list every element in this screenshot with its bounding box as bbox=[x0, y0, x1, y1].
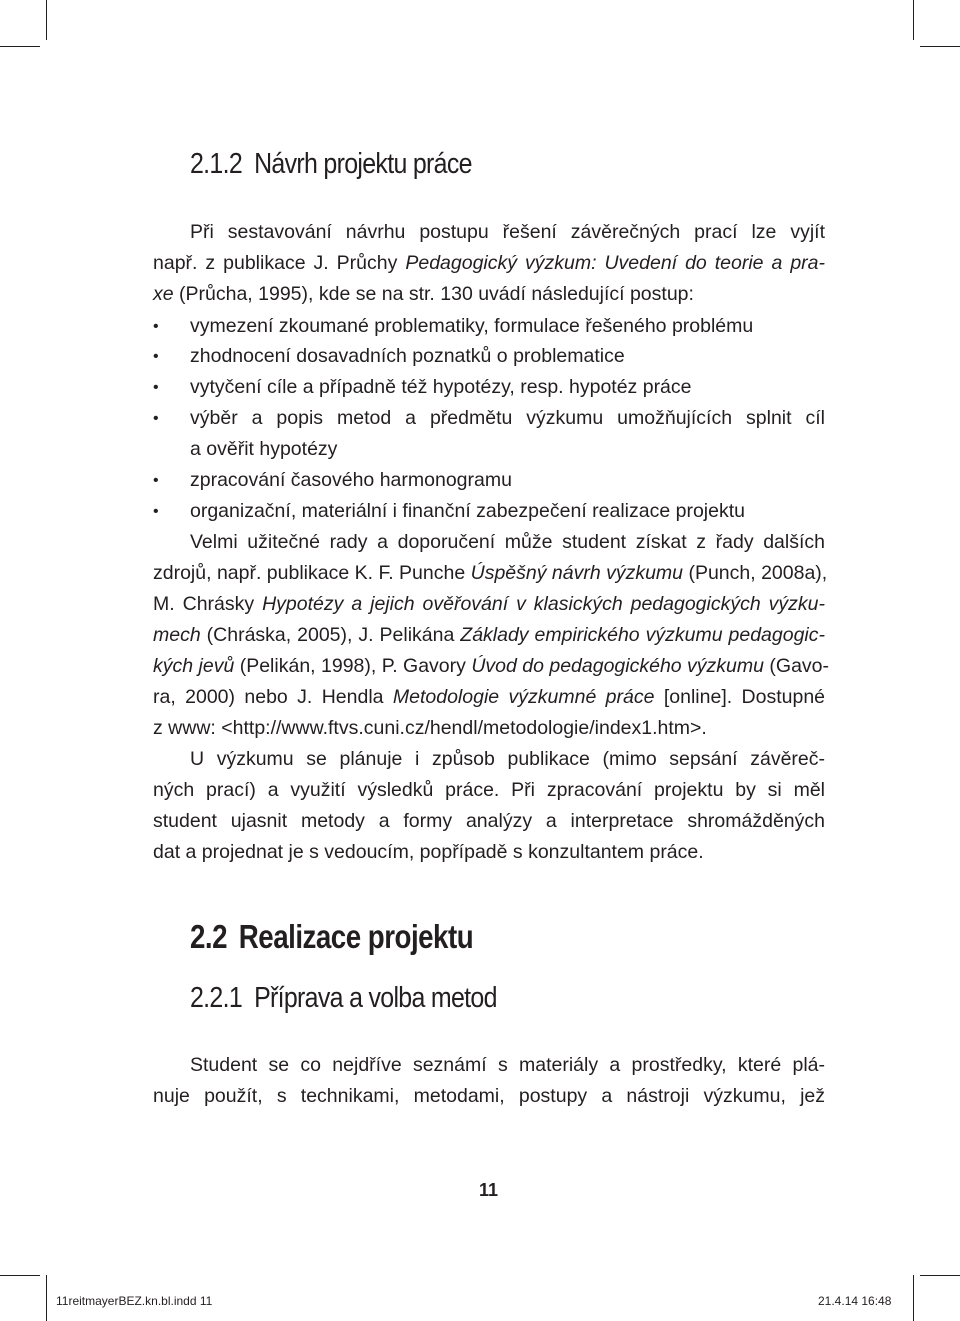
list-item: zhodnocení dosavadních poznatků o problematice bbox=[190, 345, 625, 367]
paragraph-line bbox=[153, 682, 825, 713]
paragraph-line bbox=[153, 620, 825, 651]
text-run: (Gavo- bbox=[764, 655, 830, 677]
paragraph-line: dat a projednat je s vedoucím, popřípadě s konzultantem práce. bbox=[153, 841, 704, 863]
book-title: xe bbox=[153, 283, 174, 305]
slug-datetime: 21.4.14 16:48 bbox=[818, 1294, 892, 1308]
paragraph-line: ných prací) a využití výsledků práce. Při zpracování projektu by si měl bbox=[153, 779, 825, 801]
section-title: Návrh projektu práce bbox=[254, 148, 472, 180]
text-run: (Pelikán, 1998), P. Gavory bbox=[234, 655, 472, 677]
text-run: [online]. Dostupné bbox=[654, 686, 826, 708]
paragraph-line bbox=[153, 651, 830, 682]
paragraph-line: U výzkumu se plánuje i způsob publikace (mimo sepsání závěreč- bbox=[190, 748, 825, 770]
section-number: 2.2 bbox=[190, 918, 228, 955]
paragraph-line bbox=[190, 527, 825, 558]
paragraph-line bbox=[153, 558, 828, 589]
page-number: 11 bbox=[478, 1180, 499, 1200]
section-number: 2.1.2 bbox=[190, 148, 243, 180]
crop-mark bbox=[920, 46, 960, 47]
text-run: ra, 2000) nebo J. Hendla bbox=[153, 686, 393, 708]
bullet-glyph: • bbox=[153, 410, 159, 427]
crop-mark bbox=[0, 46, 40, 47]
book-title: Hypotézy a jejich ověřování v klasických pedagogických výzku- bbox=[262, 593, 825, 615]
list-item: vytyčení cíle a případně též hypotézy, resp. hypotéz práce bbox=[190, 376, 692, 398]
bullet-glyph: • bbox=[153, 472, 159, 489]
text-run: M. Chrásky bbox=[153, 593, 263, 615]
text-run: (Chráska, 2005), J. Pelikána bbox=[200, 624, 461, 646]
list-item: vymezení zkoumané problematiky, formulace řešeného problému bbox=[190, 315, 754, 337]
crop-mark bbox=[913, 1275, 914, 1321]
paragraph-line bbox=[153, 279, 694, 310]
text-run: Při sestavování návrhu postupu řešení závěrečných prací lze vyjít bbox=[190, 221, 825, 243]
paragraph-line bbox=[153, 248, 825, 279]
url-text: z www: <http://www.ftvs.cuni.cz/hendl/metodologie/index1.htm>. bbox=[153, 717, 707, 739]
paragraph-line: nuje použít, s technikami, metodami, postupy a nástroji výzkumu, jež bbox=[153, 1085, 825, 1107]
bullet-glyph: • bbox=[153, 503, 159, 520]
text-run: (Punch, 2008a), bbox=[683, 562, 828, 584]
crop-mark bbox=[920, 1275, 960, 1276]
paragraph-line bbox=[153, 589, 825, 620]
paragraph-line bbox=[190, 217, 825, 248]
book-title: Úspěšný návrh výzkumu bbox=[470, 562, 684, 584]
bullet-glyph: • bbox=[153, 348, 159, 365]
book-title: kých jevů bbox=[153, 655, 235, 677]
bullet-glyph: • bbox=[153, 318, 159, 335]
list-item: organizační, materiální i finanční zabezpečení realizace projektu bbox=[190, 500, 745, 522]
section-number: 2.2.1 bbox=[190, 982, 243, 1014]
section-title: Realizace projektu bbox=[238, 918, 474, 955]
list-item: výběr a popis metod a předmětu výzkumu umožňujících splnit cíl bbox=[190, 407, 825, 429]
paragraph-line: Student se co nejdříve seznámí s materiály a prostředky, které plá- bbox=[190, 1054, 825, 1076]
crop-mark bbox=[46, 1275, 47, 1321]
paragraph-line bbox=[153, 713, 707, 744]
section-heading-2-1-2 bbox=[190, 148, 472, 181]
bullet-glyph: • bbox=[153, 379, 159, 396]
book-title: Základy empirického výzkumu pedagogic- bbox=[460, 624, 825, 646]
list-item-continuation: a ověřit hypotézy bbox=[190, 438, 338, 460]
section-title: Příprava a volba metod bbox=[254, 982, 497, 1014]
book-title: Metodologie výzkumné práce bbox=[392, 686, 655, 708]
text-run: Velmi užitečné rady a doporučení může student získat z řady dalších bbox=[190, 531, 825, 553]
list-item: zpracování časového harmonogramu bbox=[190, 469, 512, 491]
text-run: (Průcha, 1995), kde se na str. 130 uvádí následující postup: bbox=[173, 283, 694, 305]
book-title: Úvod do pedagogického výzkumu bbox=[471, 655, 764, 677]
section-heading-2-2-1 bbox=[190, 982, 497, 1015]
crop-mark bbox=[46, 0, 47, 40]
text-run: např. z publikace J. Průchy bbox=[153, 252, 406, 274]
section-heading-2-2 bbox=[190, 918, 473, 956]
crop-mark bbox=[913, 0, 914, 40]
paragraph-line: student ujasnit metody a formy analýzy a interpretace shromážděných bbox=[153, 810, 825, 832]
book-title: Pedagogický výzkum: Uvedení do teorie a pra- bbox=[405, 252, 825, 274]
crop-mark bbox=[0, 1275, 40, 1276]
text-run: zdrojů, např. publikace K. F. Punche bbox=[153, 562, 471, 584]
slug-filename: 11reitmayerBEZ.kn.bl.indd 11 bbox=[56, 1294, 213, 1308]
book-title: mech bbox=[153, 624, 201, 646]
